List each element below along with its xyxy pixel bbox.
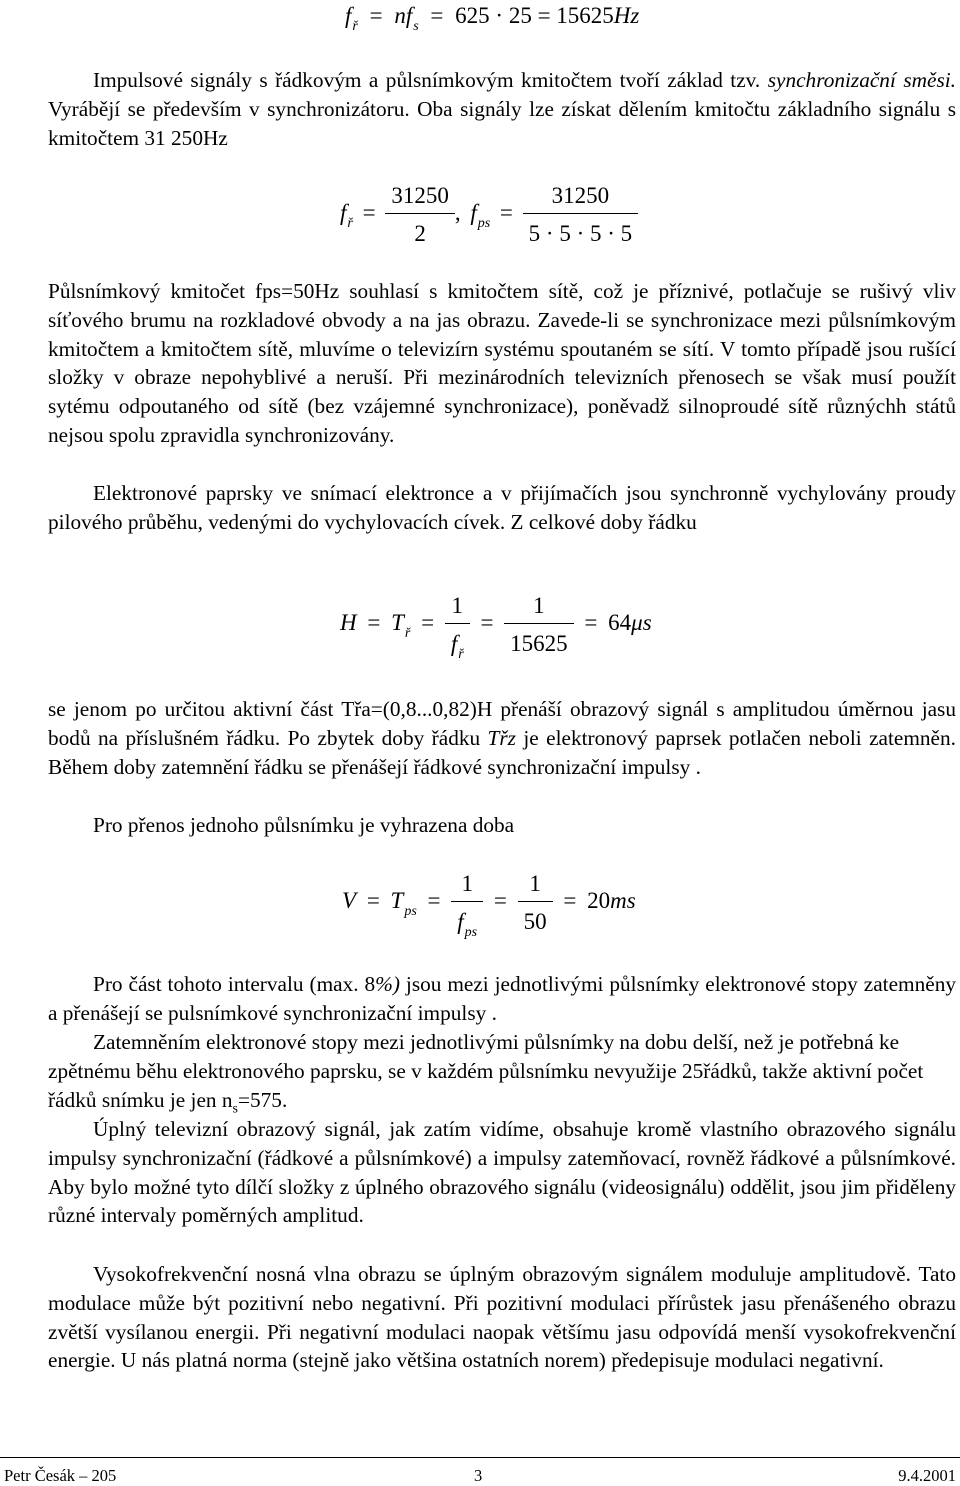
fraction — [504, 594, 574, 655]
eq-expression: 625 · 25 = 15625 — [455, 3, 614, 28]
eq-symbol: f — [450, 631, 458, 656]
eq-operator: = — [367, 609, 381, 635]
paragraph-full-signal: Úplný televizní obrazový signál, jak zatím vidíme, obsahuje kromě vlastního obrazového signálu impulsy synchronizační (řádkové a půlsnímkové) a impulsy zatemňovací, rovněž řádkové a půlsnímkové. Aby bylo možné tyto dílčí složky z úplného obrazového signálu (videosignálu) oddělit, jsou jim přiděleny různé intervaly poměrných amplitud. — [48, 1117, 956, 1228]
equation-field-duration — [342, 871, 636, 940]
paragraph-active-lines — [48, 1028, 956, 1124]
eq-symbol: f — [470, 199, 477, 225]
eq-symbol: nf — [394, 3, 413, 28]
eq-unit: ms — [610, 887, 636, 913]
text-run: =575. — [238, 1087, 288, 1112]
eq-subscript: s — [413, 19, 419, 34]
paragraph-blanking-interval — [48, 970, 956, 1028]
eq-operator: = — [427, 887, 441, 913]
numerator: 31250 — [551, 183, 610, 208]
eq-subscript: ř — [347, 215, 353, 231]
numerator: 1 — [461, 871, 473, 896]
fraction — [451, 871, 483, 940]
eq-symbol: f — [457, 909, 464, 934]
text-run: Impulsové signály s řádkovým a půlsnímkovým kmitočtem tvoří základ tzv. — [93, 68, 768, 92]
eq-value: 64 — [608, 609, 632, 635]
denominator: 2 — [385, 213, 455, 245]
text-run: je elektronový paprsek potlačen neboli zatemněn. Během doby zatemnění řádku se přenášejí řádkové synchronizační impulsy . — [48, 725, 956, 779]
equation-frequency-division — [340, 184, 638, 245]
denominator: 5 · 5 · 5 · 5 — [523, 213, 638, 245]
fraction — [518, 872, 553, 933]
eq-value: 20 — [587, 887, 611, 913]
text-run: se jenom po určitou aktivní část Třa=(0,8...0,82)H přenáší obrazový signál s amplitudou úměrnou jasu bodů na příslušném řádku. Po zbytek doby řádku — [48, 697, 956, 750]
eq-operator: = — [366, 887, 380, 913]
eq-symbol: f — [340, 199, 347, 225]
page-footer — [0, 1457, 960, 1485]
eq-subscript: ps — [477, 215, 491, 231]
eq-subscript: ř — [352, 19, 358, 34]
eq-operator: = — [499, 199, 513, 225]
paragraph-electron-beams: Elektronové paprsky ve snímací elektronce a v přijímačích jsou synchronně vychylovány proudy pilového průběhu, vedenými do vychylovacích cívek. Z celkové doby řádku — [48, 481, 956, 534]
footer-page-number: 3 — [474, 1466, 483, 1485]
eq-operator: = — [563, 887, 577, 913]
text-subscript: s — [232, 1100, 238, 1116]
text-run: jsou mezi jednotlivými půlsnímky elektronové stopy zatemněny a přenášejí se pulsnímkové synchronizační impulsy . — [48, 972, 956, 1025]
denominator: 50 — [518, 901, 553, 933]
eq-symbol: T — [390, 887, 404, 913]
eq-unit: μs — [631, 609, 652, 635]
numerator: 1 — [529, 871, 541, 896]
eq-operator: = — [362, 199, 376, 225]
eq-separator: , — [454, 199, 461, 225]
paragraph-sync-mixture — [48, 66, 956, 152]
paragraph-field-frequency: Půlsnímkový kmitočet fps=50Hz souhlasí s kmitočtem sítě, což je příznivé, potlačuje se rušivý vliv síťového brumu na rozkladové obvody a na jas obrazu. Zavede-li se synchronizace mezi půlsnímkovým kmitočtem a kmitočtem sítě, mluvíme o televizírn systému spoutaném se sítí. V tomto případě jsou rušící složky v obraze nepohyblivé a neruší. Při mezinárodních televizních přenosech se však musí použít sytému odpoutaného od sítě (bez vzájemné synchronizace), poněvadž silnoproudé sítě různýchh států nejsou spolu zpravidla synchronizovány. — [48, 279, 956, 447]
eq-symbol: T — [391, 609, 404, 635]
eq-operator: = — [480, 609, 494, 635]
eq-operator: = — [421, 609, 435, 635]
eq-subscript: ř — [458, 647, 464, 662]
numerator: 1 — [451, 593, 464, 618]
fraction — [445, 593, 470, 662]
paragraph-field-transfer: Pro přenos jednoho půlsnímku je vyhrazena doba — [93, 813, 515, 837]
denominator — [451, 901, 483, 940]
text-run: Vyrábějí se především v synchronizátoru. Oba signály lze získat dělením kmitočtu základního signálu s kmitočtem 31 250Hz — [48, 96, 956, 150]
footer-author: Petr Česák – 205 — [4, 1466, 117, 1485]
equation-line-duration — [340, 593, 652, 662]
numerator: 31250 — [391, 183, 449, 208]
footer-date: 9.4.2001 — [898, 1466, 956, 1485]
numerator: 1 — [533, 593, 545, 618]
eq-operator: = — [369, 3, 383, 28]
eq-subscript: ř — [404, 625, 411, 641]
eq-operator: = — [493, 887, 507, 913]
text-run-italic: synchronizační směsi. — [767, 68, 956, 92]
fraction — [385, 184, 455, 245]
fraction — [523, 184, 638, 245]
eq-symbol: H — [340, 609, 357, 635]
eq-unit: Hz — [613, 3, 640, 28]
eq-operator: = — [430, 3, 444, 28]
eq-subscript: ps — [464, 925, 478, 940]
text-run: Zatemněním elektronové stopy mezi jednotlivými půlsnímky na dobu delší, než je potřebná ke zpětnému běhu elektronového paprsku, se v každém půlsnímku nevyužije 25řádků, takže aktivní počet řádků snímku je jen n — [48, 1030, 924, 1112]
paragraph-modulation: Vysokofrekvenční nosná vlna obrazu se úplným obrazovým signálem moduluje amplitudově. Tato modulace může být pozitivní nebo negativní. Při pozitivní modulaci přírůstek jasu přenášeného obrazu zvětší vysílanou energii. Při negativní modulaci naopak většímu jasu odpovídá menší vysokofrekvenční energie. U nás platná norma (stejně jako většina ostatních norem) předepisuje modulaci negativní. — [48, 1262, 956, 1373]
eq-subscript: ps — [404, 903, 417, 919]
eq-operator: = — [584, 609, 598, 635]
eq-symbol: f — [345, 3, 352, 28]
text-run: Pro část tohoto intervalu (max. 8 — [93, 972, 376, 996]
text-run-italic: Třz — [487, 725, 516, 750]
equation-line-frequency — [345, 3, 640, 34]
denominator: 15625 — [504, 623, 574, 655]
denominator — [445, 623, 470, 662]
eq-symbol: V — [342, 887, 357, 913]
text-run-italic: %) — [375, 972, 400, 996]
paragraph-active-part — [48, 695, 956, 781]
